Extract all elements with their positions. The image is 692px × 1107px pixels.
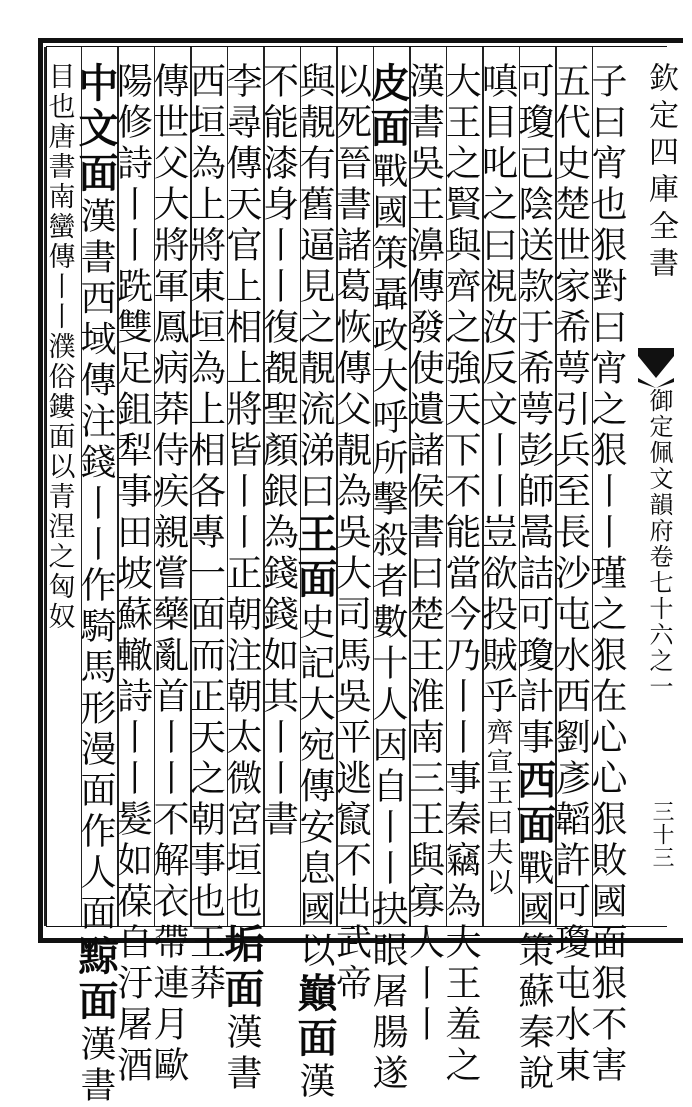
text-column bbox=[510, 62, 557, 1095]
book-title: 欽定四庫全書 bbox=[643, 62, 678, 284]
column-text: 齊宣王曰夫以 bbox=[481, 718, 513, 898]
text-column bbox=[364, 62, 411, 1095]
column-text: 漢書西域傳注錢丨丨作騎馬形漫面作人面 bbox=[75, 197, 116, 935]
text-column bbox=[476, 62, 518, 898]
volume-subtitle: 御定佩文韻府卷七十六之一 bbox=[645, 388, 673, 700]
text-column bbox=[43, 62, 79, 632]
column-text: 銀為錢錢如其丨丨 bbox=[257, 472, 299, 800]
text-column bbox=[403, 62, 445, 1046]
column-text: 子曰宵也狠對曰宵之狠丨丨瑾之狠在心心狠敗國面狠不害 bbox=[586, 62, 627, 1087]
column-text: 戰國策蘇秦說 bbox=[513, 849, 554, 1095]
column-text: 匈奴 bbox=[43, 572, 75, 632]
column-text: 漢書吳王濞傳發使遺諸侯書曰楚王淮南三王與寡人丨丨 bbox=[403, 62, 445, 1046]
column-text: 漢書 bbox=[75, 1025, 116, 1107]
text-column bbox=[148, 62, 189, 1087]
column-text: 王莽 bbox=[184, 923, 226, 1005]
text-column bbox=[257, 62, 299, 841]
entry-heading: 巔面 bbox=[291, 972, 338, 1062]
text-column bbox=[184, 62, 226, 1005]
column-text: 嗔目叱之曰視汝反文丨丨豈欲投賊乎 bbox=[476, 62, 518, 718]
text-column bbox=[440, 62, 481, 1087]
fish-tail-mark bbox=[638, 348, 674, 388]
folio-number: 三十三 bbox=[649, 800, 674, 869]
entry-heading: 西面 bbox=[510, 759, 557, 849]
center-margin bbox=[636, 62, 676, 932]
column-text: 李尋傳天官上相上將皆丨丨正朝注朝太微宮垣也 bbox=[221, 62, 262, 923]
column-text: 書 bbox=[257, 800, 299, 841]
column-text: 以死晉書諸葛恢傳父靚為吳大司馬吳平逃竄不出武帝 bbox=[330, 62, 372, 1005]
entry-heading: 皮面 bbox=[364, 62, 411, 152]
entry-heading: 垢面 bbox=[218, 923, 265, 1013]
column-text: 可瓊已陰送款于希萼彭師暠詰可瓊計事 bbox=[513, 62, 554, 759]
text-column bbox=[549, 62, 591, 1087]
text-column bbox=[111, 62, 153, 1087]
column-text: 大王之賢與齊之強天下不能當今乃丨丨事秦竊為大王羞之 bbox=[440, 62, 481, 1087]
text-column bbox=[291, 62, 338, 1103]
column-text: 目也唐書南蠻傳丨丨濮俗鏤面以青涅之 bbox=[43, 62, 75, 572]
entry-heading: 王面 bbox=[291, 513, 338, 603]
column-text: 傳世父大將軍鳳病莽侍疾親嘗藥亂首丨丨不解衣帶連月歐 bbox=[148, 62, 189, 1087]
column-text: 史記大宛傳安息國以 bbox=[294, 603, 335, 972]
column-text: 西垣為上將東垣為上相各專一面而正天之朝事也 bbox=[184, 62, 226, 923]
text-column bbox=[72, 62, 119, 1107]
entry-heading: 黥面 bbox=[72, 935, 119, 1025]
entry-heading: 中文面 bbox=[72, 62, 119, 197]
column-text: 漢 bbox=[294, 1062, 335, 1103]
column-text: 與靚有舊逼見之靚流涕曰 bbox=[294, 62, 335, 513]
text-column bbox=[330, 62, 372, 1005]
column-text: 漢書 bbox=[221, 1013, 262, 1095]
column-text: 陽修詩丨丨跣雙足鉏犁事田坡蘇轍詩丨丨髮如葆自汙屠酒 bbox=[111, 62, 153, 1087]
column-text: 不能漆身丨丨復覩聖顏 bbox=[257, 62, 299, 472]
text-column bbox=[586, 62, 627, 1087]
column-text: 五代史楚世家希萼引兵至長沙屯水西劉彥韜許可瓊屯水東 bbox=[549, 62, 591, 1087]
column-text: 戰國策聶政大呼所擊殺者數十人因自丨丨抉眼屠腸遂 bbox=[367, 152, 408, 1095]
text-column bbox=[218, 62, 265, 1095]
